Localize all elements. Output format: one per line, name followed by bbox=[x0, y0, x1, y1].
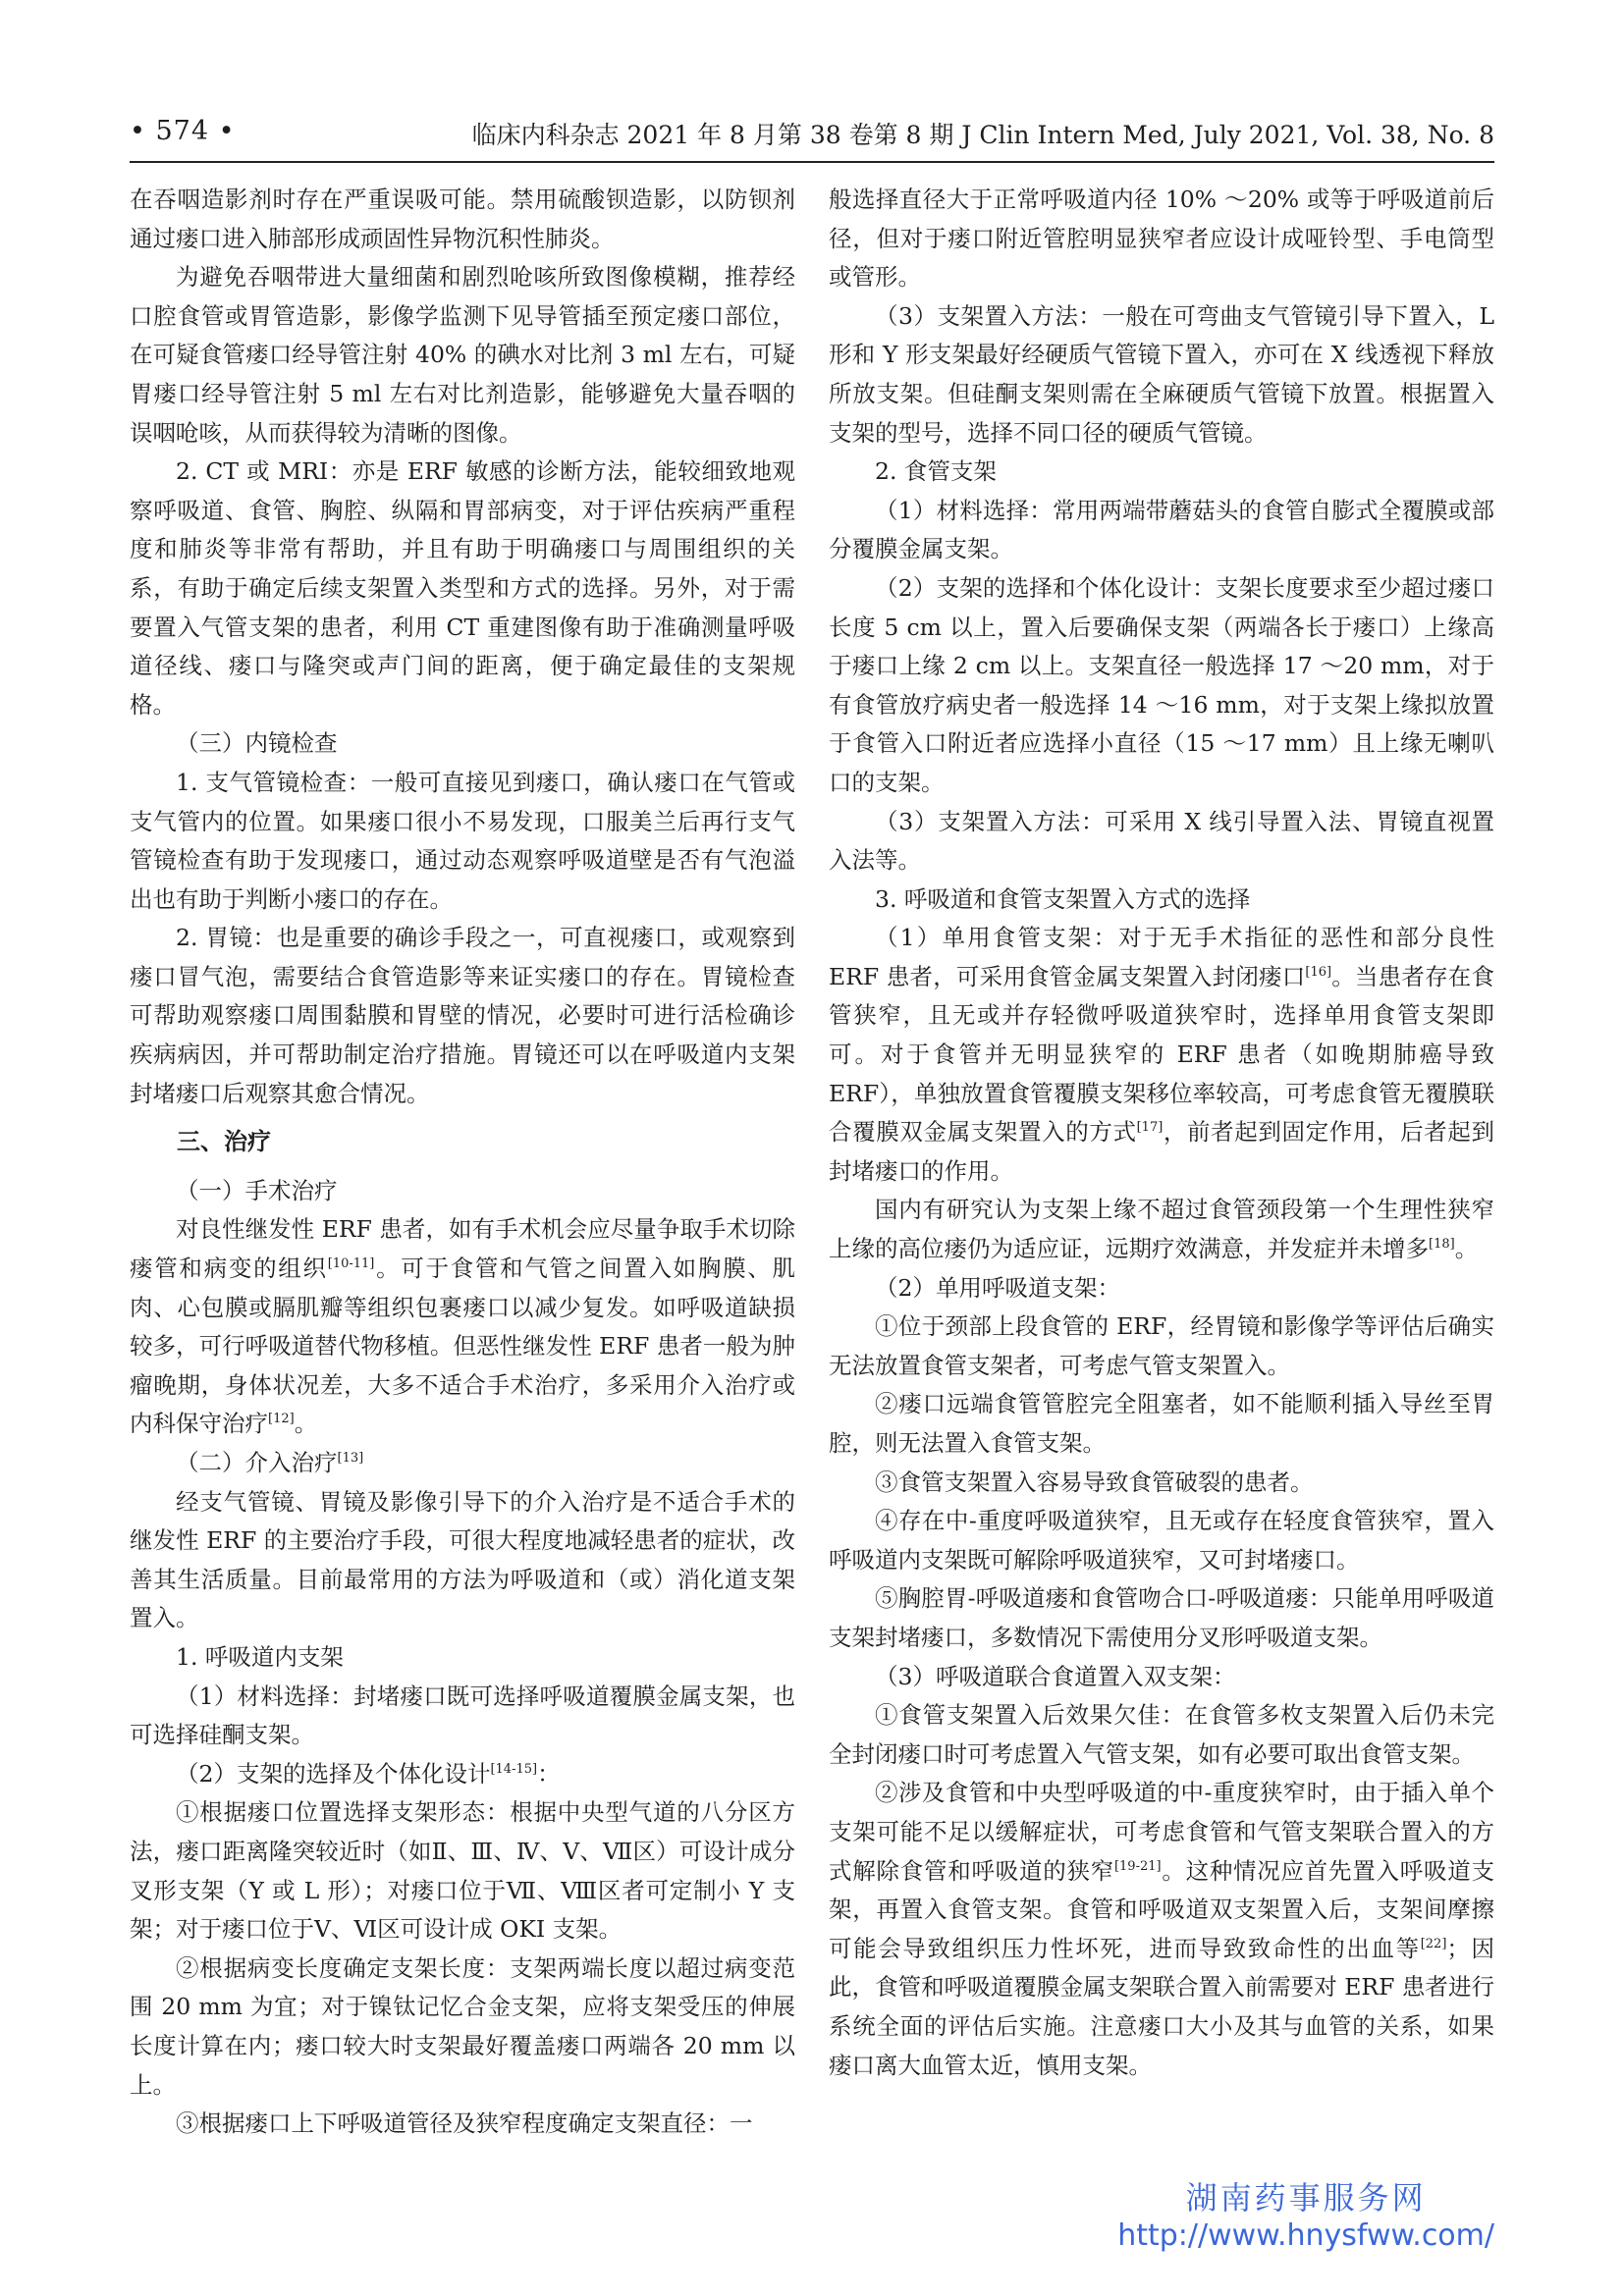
paragraph: ①食管支架置入后效果欠佳：在食管多枚支架置入后仍未完全封闭瘘口时可考虑置入气管支架，如有必要可取出食管支架。 bbox=[829, 1701, 1494, 1768]
paragraph bbox=[130, 1755, 795, 1794]
paragraph-text: 。可于食管和气管之间置入如胸膜、肌肉、心包膜或膈肌瓣等组织包裹瘘口以减少复发。如呼吸道缺损较多，可行呼吸道替代物移植。但恶性继发性 ERF 患者一般为肿瘤晚期，身体状况差，大多不适合手术治疗，多采用介入治疗或内科保守治疗 bbox=[130, 1255, 796, 1438]
paragraph-text: 对良性继发性 ERF 患者，如有手术机会应尽量争取手术切除瘘管和病变的组织 bbox=[130, 1215, 795, 1283]
paragraph: ③食管支架置入容易导致食管破裂的患者。 bbox=[875, 1468, 1314, 1496]
paragraph: ②根据病变长度确定支架长度：支架两端长度以超过病变范围 20 mm 为宜；对于镍钛记忆合金支架，应将支架受压的伸展长度计算在内；瘘口较大时支架最好覆盖瘘口两端各 20 mm 以上。 bbox=[130, 1953, 795, 2099]
paragraph: 2. CT 或 MRI：亦是 ERF 敏感的诊断方法，能较细致地观察呼吸道、食管、胸腔、纵隔和胃部病变，对于评估疾病严重程度和肺炎等非常有帮助，并且有助于明确瘘口与周围组织的关系，有助于确定后续支架置入类型和方式的选择。另外，对于需要置入气管支架的患者，利用 CT 重建图像有助于准确测量呼吸道径线、瘘口与隆突或声门间的距离，便于确定最佳的支架规格。 bbox=[130, 457, 795, 719]
paragraph bbox=[829, 1191, 1494, 1268]
subsection-heading: （三）内镜检查 bbox=[176, 729, 338, 758]
paragraph-text: （1）单用食管支架：对于无手术指征的恶性和部分良性 ERF 患者，可采用食管金属支架置入封闭瘘口 bbox=[829, 924, 1494, 990]
subsection-heading: （3）呼吸道联合食道置入双支架： bbox=[875, 1662, 1236, 1690]
paragraph bbox=[829, 919, 1494, 1191]
paragraph: （3）支架置入方法：可采用 X 线引导置入法、胃镜直视置入法等。 bbox=[829, 807, 1494, 875]
journal-citation: 临床内科杂志 2021 年 8 月第 38 卷第 8 期 J Clin Intern Med, July 2021, Vol. 38, No. 8 bbox=[471, 121, 1494, 149]
paragraph-text: ②涉及食管和中央型呼吸道的中-重度狭窄时，由于插入单个支架可能不足以缓解症状，可考虑食管和气管支架联合置入的方式解除食管和呼吸道的狭窄 bbox=[829, 1779, 1494, 1885]
paragraph: ⑤胸腔胃-呼吸道瘘和食管吻合口-呼吸道瘘：只能单用呼吸道支架封堵瘘口，多数情况下需使用分叉形呼吸道支架。 bbox=[829, 1584, 1494, 1651]
paragraph: （1）材料选择：封堵瘘口既可选择呼吸道覆膜金属支架，也可选择硅酮支架。 bbox=[130, 1682, 795, 1749]
paragraph-text: 。当患者存在食管狭窄，且无或并存轻微呼吸道狭窄时，选择单用食管支架即可。对于食管并无明显狭窄的 ERF 患者（如晚期肺癌导致 ERF），单独放置食管覆膜支架移位率较高，可考虑食管无覆膜联合覆膜双金属支架置入的方式 bbox=[829, 962, 1495, 1147]
citation-ref[interactable]: [13] bbox=[337, 1451, 364, 1467]
paragraph: 为避免吞咽带进大量细菌和剧烈呛咳所致图像模糊，推荐经口腔食管或胃管造影，影像学监测下见导管插至预定瘘口部位，在可疑食管瘘口经导管注射 40% 的碘水对比剂 3 ml 左右，可疑胃瘘口经导管注射 5 ml 左右对比剂造影，能够避免大量吞咽的误咽呛咳，从而获得较为清晰的图像。 bbox=[130, 263, 795, 447]
paragraph: （1）材料选择：常用两端带蘑菇头的食管自膨式全覆膜或部分覆膜金属支架。 bbox=[829, 496, 1494, 563]
paragraph: 在吞咽造影剂时存在严重误吸可能。禁用硫酸钡造影，以防钡剂通过瘘口进入肺部形成顽固性异物沉积性肺炎。 bbox=[130, 186, 795, 252]
paragraph bbox=[829, 1774, 1494, 2085]
paragraph-text: 国内有研究认为支架上缘不超过食管颈段第一个生理性狭窄上缘的高位瘘仍为适应证，远期疗效满意，并发症并未增多 bbox=[829, 1196, 1494, 1263]
paragraph: ②瘘口远端食管管腔完全阻塞者，如不能顺利插入导丝至胃腔，则无法置入食管支架。 bbox=[829, 1390, 1494, 1457]
paragraph: ①根据瘘口位置选择支架形态：根据中央型气道的八分区方法，瘘口距离隆突较近时（如Ⅱ、Ⅲ、Ⅳ、Ⅴ、Ⅶ区）可设计成分叉形支架（Y 或 L 形）；对瘘口位于Ⅶ、Ⅷ区者可定制小 Y 支架；对于瘘口位于Ⅴ、Ⅵ区可设计成 OKI 支架。 bbox=[130, 1798, 795, 1944]
paragraph-text: （2）支架的选择及个体化设计 bbox=[176, 1759, 491, 1788]
citation-ref[interactable]: [14-15] bbox=[490, 1761, 538, 1777]
subsection-heading: （一）手术治疗 bbox=[176, 1176, 338, 1204]
running-header bbox=[130, 116, 1494, 163]
citation-ref[interactable]: [12] bbox=[268, 1412, 295, 1427]
paragraph: 般选择直径大于正常呼吸道内径 10% ～20% 或等于呼吸道前后径，但对于瘘口附近管腔明显狭窄者应设计成哑铃型、手电筒型或管形。 bbox=[829, 186, 1494, 292]
paragraph-text: 。这种情况应首先置入呼吸道支架，再置入食管支架。食管和呼吸道双支架置入后，支架间摩擦可能会导致组织压力性坏死，进而导致致命性的出血等 bbox=[829, 1856, 1495, 1962]
right-column bbox=[829, 181, 1494, 2085]
paragraph: 经支气管镜、胃镜及影像引导下的介入治疗是不适合手术的继发性 ERF 的主要治疗手段，可很大程度地减轻患者的症状，改善其生活质量。目前最常用的方法为呼吸道和（或）消化道支架置入。 bbox=[130, 1487, 795, 1632]
paragraph bbox=[130, 1210, 795, 1444]
paragraph: （3）支架置入方法：一般在可弯曲支气管镜引导下置入，L 形和 Y 形支架最好经硬质气管镜下置入，亦可在 X 线透视下释放所放支架。但硅酮支架则需在全麻硬质气管镜下放置。根据置入支架的型号，选择不同口径的硬质气管镜。 bbox=[829, 301, 1494, 447]
citation-ref[interactable]: [22] bbox=[1420, 1936, 1447, 1951]
paragraph: ④存在中-重度呼吸道狭窄，且无或存在轻度食管狭窄，置入呼吸道内支架既可解除呼吸道狭窄，又可封堵瘘口。 bbox=[829, 1507, 1494, 1574]
section-heading: 三、治疗 bbox=[177, 1128, 271, 1156]
citation-ref[interactable]: [18] bbox=[1429, 1237, 1455, 1253]
subsection-heading bbox=[130, 1444, 795, 1483]
subsection-heading: （2）单用呼吸道支架： bbox=[875, 1273, 1120, 1302]
subsection-heading: 3. 呼吸道和食管支架置入方式的选择 bbox=[875, 884, 1251, 913]
watermark-url[interactable]: http://www.hnysfww.com/ bbox=[1117, 2218, 1494, 2253]
paragraph: ③根据瘘口上下呼吸道管径及狭窄程度确定支架直径：一 bbox=[176, 2109, 753, 2138]
page-number: • 574 • bbox=[130, 116, 236, 146]
paragraph-text: ；因此，食管和呼吸道覆膜金属支架联合置入前需要对 ERF 患者进行系统全面的评估后实施。注意瘘口大小及其与血管的关系，如果瘘口离大血管太近，慎用支架。 bbox=[829, 1934, 1495, 2079]
citation-ref[interactable]: [16] bbox=[1305, 965, 1332, 981]
citation-ref[interactable]: [19-21] bbox=[1113, 1858, 1162, 1874]
citation-ref[interactable]: [10-11] bbox=[327, 1256, 375, 1272]
heading-text: （二）介入治疗 bbox=[176, 1449, 338, 1476]
paragraph: 2. 胃镜：也是重要的确诊手段之一，可直视瘘口，或观察到瘘口冒气泡，需要结合食管造影等来证实瘘口的存在。胃镜检查可帮助观察瘘口周围黏膜和胃壁的情况，必要时可进行活检确诊疾病病因，并可帮助制定治疗措施。胃镜还可以在呼吸道内支架封堵瘘口后观察其愈合情况。 bbox=[130, 924, 795, 1107]
left-column bbox=[130, 181, 795, 2144]
paragraph: 1. 支气管镜检查：一般可直接见到瘘口，确认瘘口在气管或支气管内的位置。如果瘘口很小不易发现，口服美兰后再行支气管镜检查有助于发现瘘口，通过动态观察呼吸道壁是否有气泡溢出也有助于判断小瘘口的存在。 bbox=[130, 768, 795, 913]
subsection-heading: 2. 食管支架 bbox=[875, 457, 997, 486]
paragraph-text: 。 bbox=[294, 1410, 318, 1438]
watermark-name: 湖南药事服务网 bbox=[1185, 2179, 1427, 2216]
paragraph-text: 。 bbox=[1454, 1235, 1479, 1263]
citation-ref[interactable]: [17] bbox=[1136, 1120, 1164, 1136]
paragraph: ①位于颈部上段食管的 ERF，经胃镜和影像学等评估后确实无法放置食管支架者，可考虑气管支架置入。 bbox=[829, 1312, 1494, 1379]
site-watermark bbox=[1117, 2173, 1494, 2253]
subsection-heading: 1. 呼吸道内支架 bbox=[176, 1642, 344, 1671]
paragraph-text: ，前者起到固定作用，后者起到封堵瘘口的作用。 bbox=[829, 1118, 1495, 1185]
paragraph: （2）支架的选择和个体化设计：支架长度要求至少超过瘘口长度 5 cm 以上，置入后要确保支架（两端各长于瘘口）上缘高于瘘口上缘 2 cm 以上。支架直径一般选择 17 ～20 mm，对于有食管放疗病史者一般选择 14 ～16 mm，对于支架上缘拟放置于食管入口附近者应选择小直径（15 ～17 mm）且上缘无喇叭口的支架。 bbox=[829, 573, 1494, 796]
paragraph-text: ： bbox=[537, 1759, 561, 1788]
